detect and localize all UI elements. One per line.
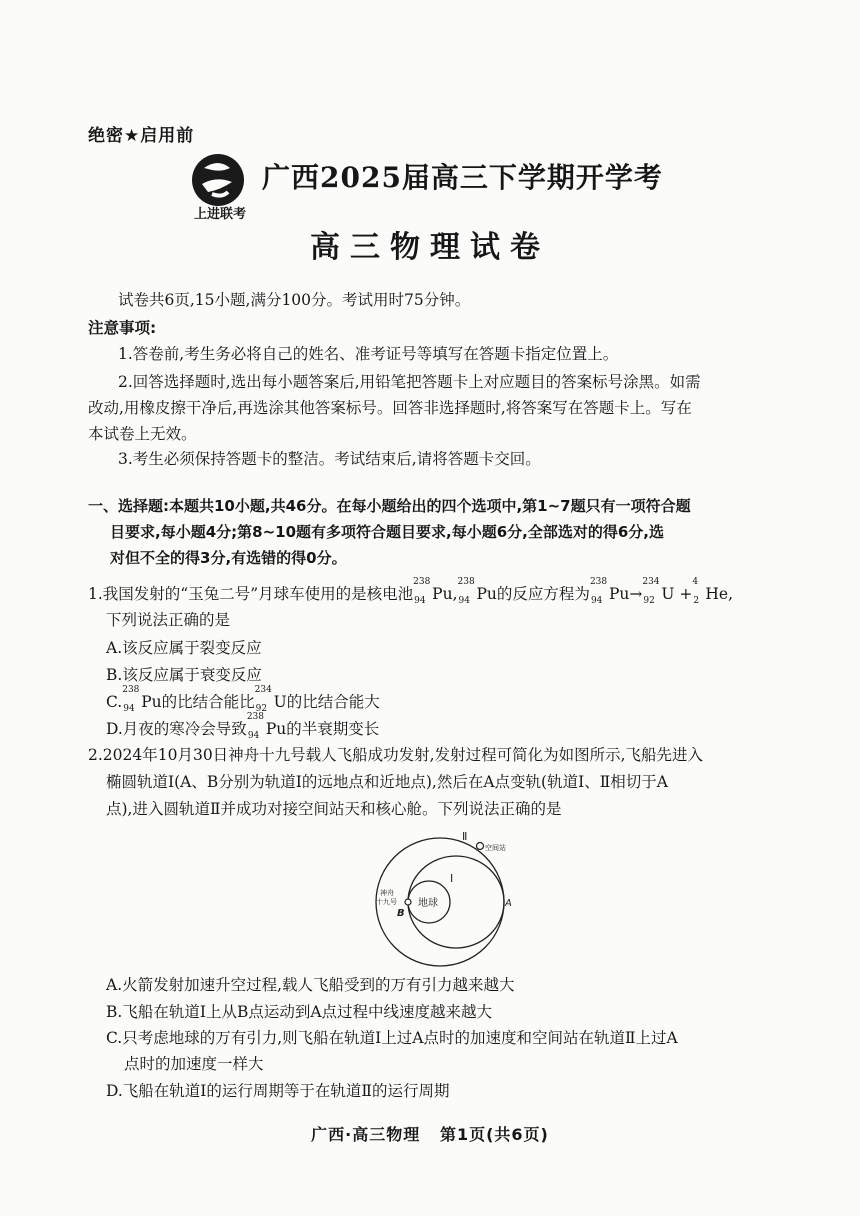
exam-title: 广西2025届高三下学期开学考 — [262, 161, 663, 194]
ship-marker — [405, 899, 411, 905]
section-heading-line-1: 一、选择题:本题共10小题,共46分。在每小题给出的四个选项中,第1~7题只有一项符合题 — [88, 497, 691, 515]
q2-stem-line-3: 点),进入圆轨道Ⅱ并成功对接空间站天和核心舱。下列说法正确的是 — [106, 800, 562, 818]
ship-label-line-1: 神舟 — [380, 889, 394, 897]
note-1: 1.答卷前,考生务必将自己的姓名、准考证号等填写在答题卡指定位置上。 — [118, 345, 619, 363]
section-heading-line-3: 对但不全的得3分,有选错的得0分。 — [110, 549, 347, 567]
pu-isotope: 238 94 — [413, 577, 431, 606]
station-marker — [477, 843, 484, 850]
notes-heading: 注意事项: — [88, 319, 157, 337]
orbit-diagram — [362, 820, 522, 970]
note-2-line-1: 2.回答选择题时,选出每小题答案后,用铅笔把答题卡上对应题目的答案标号涂黑。如需 — [118, 373, 701, 391]
section-heading-line-2: 目要求,每小题4分;第8~10题有多项符合题目要求,每小题6分,全部选对的得6分,选 — [110, 523, 664, 541]
pu-isotope: 238 94 — [457, 577, 475, 606]
q2-option-b: B.飞船在轨道Ⅰ上从B点运动到A点过程中线速度越来越大 — [106, 1003, 493, 1021]
q1-option-b: B.该反应属于衰变反应 — [106, 666, 262, 684]
orbit-1-label: Ⅰ — [450, 872, 454, 885]
point-a-label: A — [505, 898, 512, 909]
q1-option-c: C. 238 94 Pu的比结合能比 234 92 U的比结合能大 — [106, 685, 380, 714]
q2-option-c-line-2: 点时的加速度一样大 — [124, 1055, 264, 1073]
earth-label: 地球 — [418, 898, 438, 909]
note-2-line-2: 改动,用橡皮擦干净后,再选涂其他答案标号。回答非选择题时,将答案写在答题卡上。写在 — [88, 399, 692, 417]
q1-stem: 1.我国发射的“玉兔二号”月球车使用的是核电池 238 94 Pu, 238 94 Pu的反应方程为 238 94 Pu→ 234 92 U + 4 2 He, — [88, 577, 733, 606]
page-footer: 广西·高三物理 第1页(共6页) — [311, 1125, 549, 1144]
q2-option-c-line-1: C.只考虑地球的万有引力,则飞船在轨道Ⅰ上过A点时的加速度和空间站在轨道Ⅱ上过A — [106, 1029, 678, 1047]
note-3: 3.考生必须保持答题卡的整洁。考试结束后,请将答题卡交回。 — [118, 450, 541, 468]
q1-option-d: D.月夜的寒冷会导致 238 94 Pu的半衰期变长 — [106, 712, 380, 741]
pu-isotope: 238 94 — [589, 577, 608, 606]
point-b-label: B — [397, 908, 405, 919]
q2-option-d: D.飞船在轨道Ⅰ的运行周期等于在轨道Ⅱ的运行周期 — [106, 1082, 450, 1100]
pu-isotope: 238 94 — [246, 712, 264, 741]
station-label: 空间站 — [485, 844, 506, 852]
u-isotope: 234 92 — [642, 577, 660, 606]
confidential-stamp: 绝密★启用前 — [88, 126, 195, 146]
pu-isotope: 238 94 — [122, 685, 140, 714]
q2-stem-line-1: 2.2024年10月30日神舟十九号载人飞船成功发射,发射过程可简化为如图所示,飞船先进入 — [88, 746, 704, 764]
q1-option-a: A.该反应属于裂变反应 — [106, 639, 262, 657]
exam-info: 试卷共6页,15小题,满分100分。考试用时75分钟。 — [118, 291, 471, 309]
q1-stem-tail: 下列说法正确的是 — [106, 611, 231, 629]
logo-text: 上进联考 — [193, 207, 246, 222]
note-2-line-3: 本试卷上无效。 — [88, 425, 197, 443]
orbit-2-label: Ⅱ — [462, 830, 468, 843]
ship-label-line-2: 十九号 — [376, 898, 397, 906]
arrow-icon: → — [629, 585, 643, 603]
paper-title: 高三物理试卷 — [310, 230, 550, 265]
q1-stem-text-b: 的反应方程为 — [496, 585, 590, 603]
q2-option-a: A.火箭发射加速升空过程,载人飞船受到的万有引力越来越大 — [106, 976, 515, 994]
q2-stem-line-2: 椭圆轨道Ⅰ(A、B分别为轨道Ⅰ的远地点和近地点),然后在A点变轨(轨道Ⅰ、Ⅱ相切于A — [106, 773, 668, 791]
q1-stem-text-a: 1.我国发射的“玉兔二号”月球车使用的是核电池 — [88, 585, 414, 603]
he-isotope: 4 2 — [692, 577, 700, 606]
u-isotope: 234 92 — [254, 685, 272, 714]
